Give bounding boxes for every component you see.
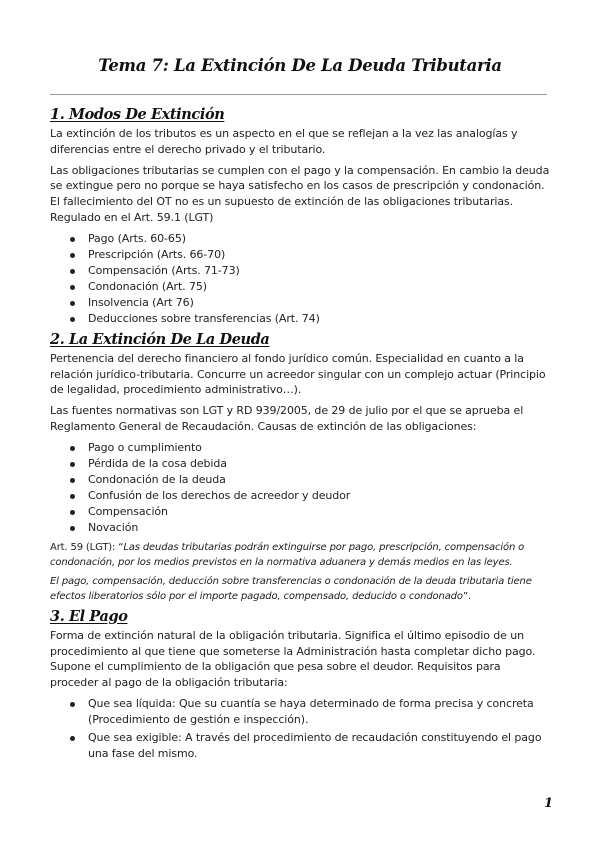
list-item: Condonación (Art. 75) <box>88 279 550 295</box>
list-item: Que sea líquida: Que su cuantía se haya determinado de forma precisa y concreta (Procedimiento de gestión e inspección). <box>88 696 550 728</box>
list-item: Deducciones sobre transferencias (Art. 74) <box>88 311 550 327</box>
list-item: Insolvencia (Art 76) <box>88 295 550 311</box>
list-item: Confusión de los derechos de acreedor y deudor <box>88 488 550 504</box>
paragraph: La extinción de los tributos es un aspecto en el que se reflejan a la vez las analogías y diferencias entre el derecho privado y el tributario. <box>50 127 518 156</box>
document-title: Tema 7: La Extinción De La Deuda Tributaria <box>98 56 502 75</box>
page-number: 1 <box>544 796 554 811</box>
document-body <box>50 106 550 766</box>
quote-suffix: ”. <box>462 591 471 603</box>
list-item: Que sea exigible: A través del procedimiento de recaudación constituyendo el pago una fase del mismo. <box>88 730 550 762</box>
legal-quote-continued <box>50 574 550 605</box>
section-heading: 1. Modos De Extinción <box>50 106 225 123</box>
paragraph: Pertenencia del derecho financiero al fondo jurídico común. Especialidad en cuanto a la relación jurídico-tributaria. Concurre un acreedor singular con un complejo actuar (Principio de legalidad, procedimiento administrativo…). <box>50 351 546 397</box>
paragraph: Las obligaciones tributarias se cumplen con el pago y la compensación. En cambio la deuda se extingue pero no porque se haya satisfecho en los casos de prescripción y condonación. El fallecimiento del OT no es un supuesto de extinción de las obligaciones tributarias. Regulado en el Art. 59.1 (LGT) <box>50 163 550 224</box>
bullet-list <box>50 696 550 762</box>
list-item: Novación <box>88 520 550 536</box>
section-modos-de-extincion <box>50 106 550 327</box>
quote-prefix: Art. 59 (LGT): “ <box>50 541 124 553</box>
list-item: Pérdida de la cosa debida <box>88 456 550 472</box>
title-divider <box>50 94 547 95</box>
quote-text-2: El pago, compensación, deducción sobre transferencias o condonación de la deuda tributaria tiene efectos liberatorios sólo por el importe pagado, compensado, deducido o condonado <box>50 575 532 603</box>
paragraph: Forma de extinción natural de la obligación tributaria. Significa el último episodio de un procedimiento al que tiene que someterse la Administración hasta completar dicho pago. Supone el cumplimiento de la obligación que pesa sobre el deudor. Requisitos para proceder al pago de la obligación tributaria: <box>50 628 536 690</box>
section-heading: 3. El Pago <box>50 607 128 625</box>
section-el-pago <box>50 608 550 762</box>
list-item: Condonación de la deuda <box>88 472 550 488</box>
list-item: Compensación <box>88 504 550 520</box>
quote-text: Las deudas tributarias podrán extinguirse por pago, prescripción, compensación o condonación, por los medios previstos en la normativa aduanera y demás medios en las leyes. <box>50 541 525 569</box>
section-extincion-deuda <box>50 331 550 605</box>
list-item: Compensación (Arts. 71-73) <box>88 263 550 279</box>
paragraph: Las fuentes normativas son LGT y RD 939/2005, de 29 de julio por el que se aprueba el Reglamento General de Recaudación. Causas de extinción de las obligaciones: <box>50 404 524 433</box>
bullet-list <box>50 440 550 536</box>
list-item: Pago o cumplimiento <box>88 440 550 456</box>
legal-quote <box>50 540 550 571</box>
list-item: Prescripción (Arts. 66-70) <box>88 247 550 263</box>
bullet-list <box>50 231 550 327</box>
section-heading: 2. La Extinción De La Deuda <box>50 330 270 348</box>
list-item: Pago (Arts. 60-65) <box>88 231 550 247</box>
